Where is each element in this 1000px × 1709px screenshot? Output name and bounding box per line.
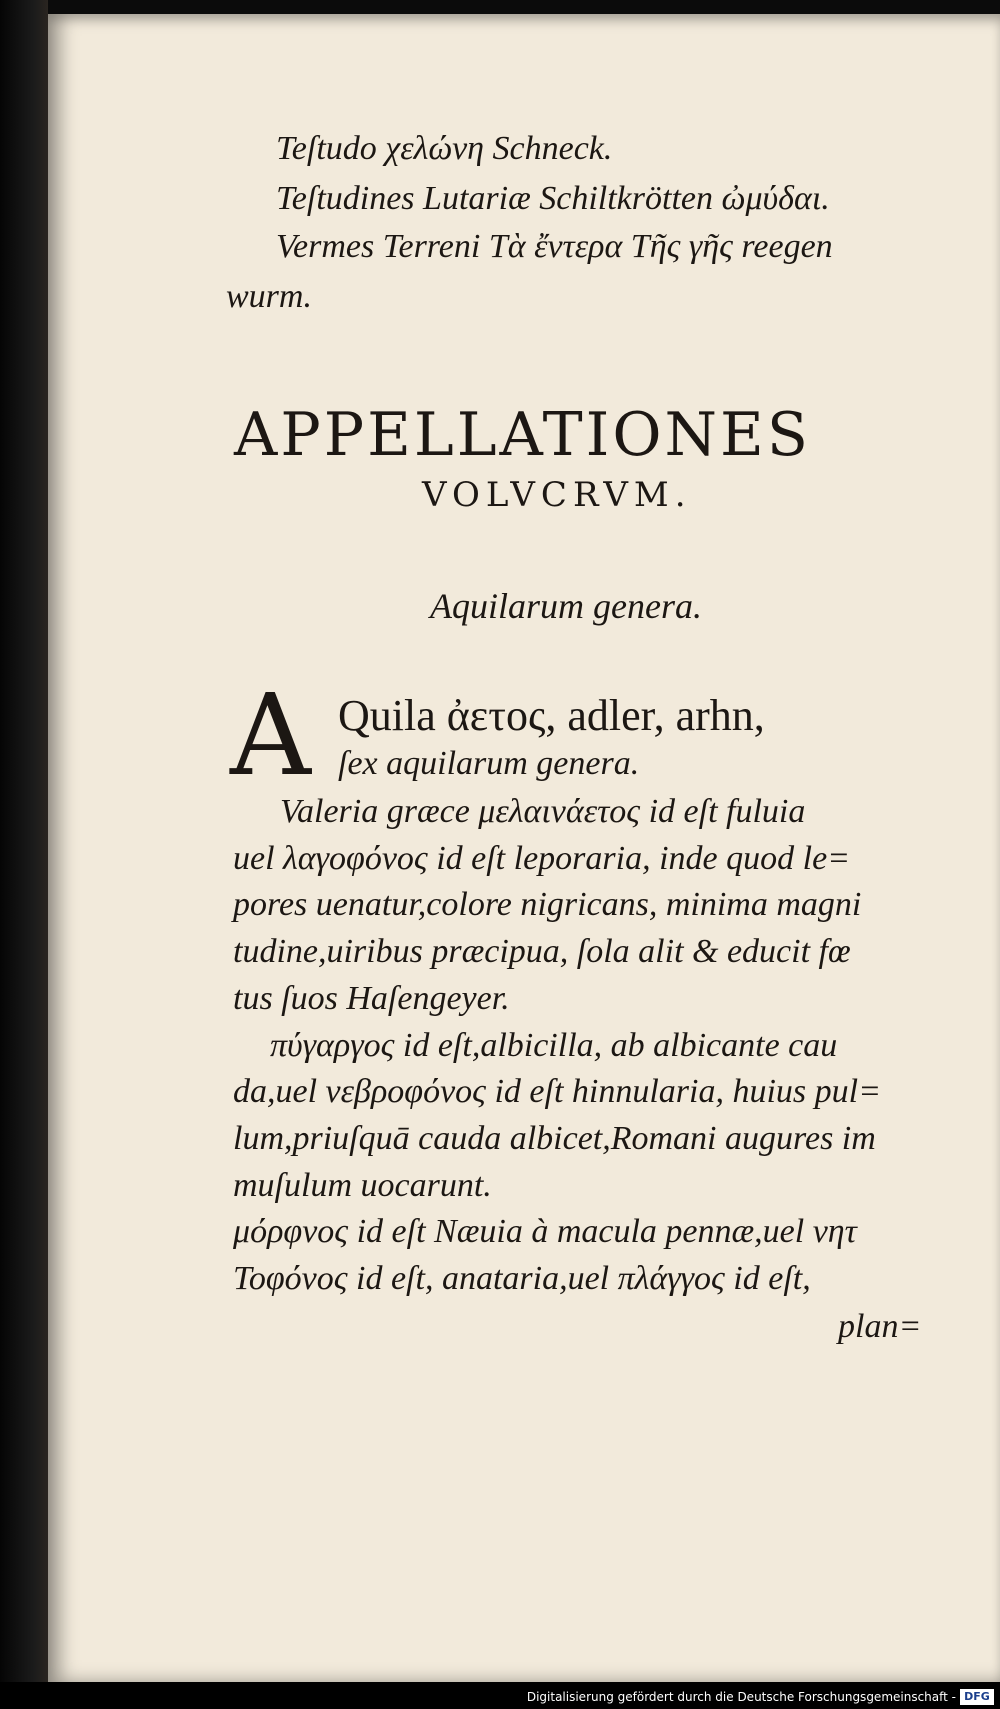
text-line: wurm. (226, 278, 312, 315)
text-line: da,uel νεβροφόνος id eſt hinnularia, huius pul= (233, 1073, 882, 1110)
page-subtitle: VOLVCRVM. (422, 475, 692, 515)
section-heading: Aquilarum genera. (430, 586, 702, 626)
drop-cap: A (230, 671, 311, 801)
book-spine (0, 0, 48, 1709)
footer-credit: Digitalisierung gefördert durch die Deutsche Forschungsgemeinschaft - (526, 1690, 956, 1704)
text-line: Teſtudo χελώνη Schneck. (276, 130, 613, 167)
text-line: pores uenatur,colore nigricans, minima magni (233, 886, 862, 923)
digitization-footer (0, 1682, 1000, 1709)
text-line: lum,priuſquā cauda albicet,Romani augures im (233, 1120, 876, 1157)
text-line: tudine,uiribus præcipua, ſola alit & educit fœ (233, 933, 851, 970)
page-title: APPELLATIONES (234, 400, 811, 470)
text-line: μόρφνος id eſt Næuia à macula pennæ,uel νητ (233, 1213, 857, 1250)
text-line: uel λαγοφόνος id eſt leporaria, inde quod le= (233, 840, 851, 877)
text-line: Teſtudines Lutariæ Schiltkrötten ὠμύδαι. (276, 180, 830, 217)
dfg-logo-icon: DFG (960, 1689, 994, 1705)
text-line: Valeria græce μελαινάετος id eſt fuluia (280, 793, 806, 830)
text-line: πύγαργος id eſt,albicilla, ab albicante cau (270, 1027, 838, 1064)
text-line: muſulum uocarunt. (233, 1167, 492, 1204)
text-line: ſex aquilarum genera. (338, 745, 640, 782)
text-line: Vermes Terreni Τὰ ἔντερα Τῆς γῆς reegen (276, 228, 833, 265)
text-line: tus ſuos Haſengeyer. (233, 980, 510, 1017)
text-line: Τοφόνος id eſt, anataria,uel πλάγγος id eſt, (233, 1260, 811, 1297)
text-line: Quila ἀετος, adler, arhn, (338, 691, 765, 740)
catchword: plan= (838, 1308, 922, 1345)
